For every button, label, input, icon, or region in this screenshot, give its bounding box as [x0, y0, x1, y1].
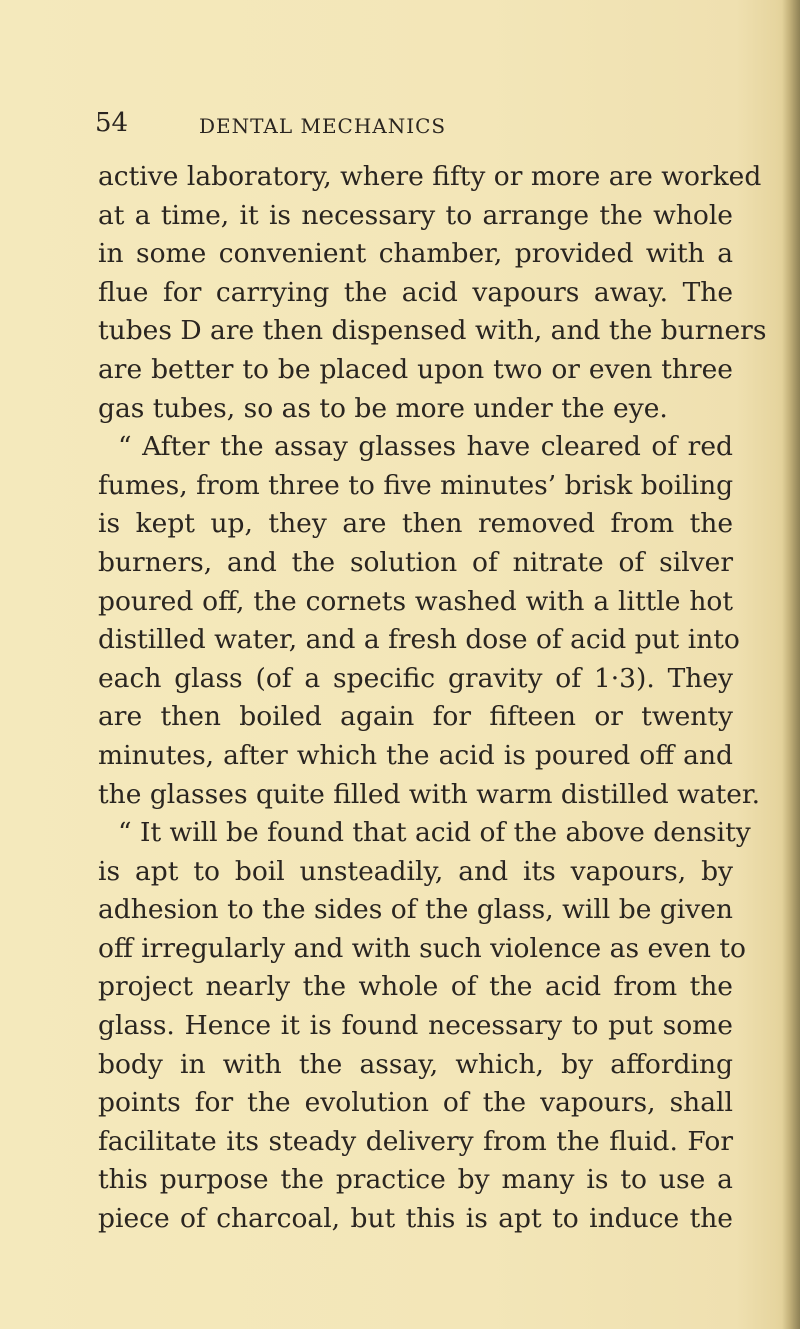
text-line: in some convenient chamber, provided with a	[98, 238, 733, 270]
text-line: the glasses quite filled with warm distilled water.	[98, 778, 761, 810]
text-line: burners, and the solution of nitrate of silver	[98, 546, 733, 578]
text-line: flue for carrying the acid vapours away. The	[98, 276, 733, 308]
body-text	[98, 158, 767, 1239]
text-line: fumes, from three to five minutes’ brisk boiling	[98, 469, 734, 501]
page-header	[95, 106, 735, 146]
text-line: gas tubes, so as to be more under the eye.	[98, 392, 668, 424]
text-line: glass. Hence it is found necessary to put some	[98, 1010, 733, 1042]
text-line: this purpose the practice by many is to use a	[98, 1164, 733, 1196]
running-head: DENTAL MECHANICS	[199, 114, 447, 138]
text-line: tubes D are then dispensed with, and the burners	[98, 315, 767, 347]
text-line: are then boiled again for fifteen or twenty	[98, 701, 733, 733]
text-line: poured off, the cornets washed with a little hot	[98, 585, 733, 617]
text-line: facilitate its steady delivery from the fluid. For	[98, 1125, 733, 1157]
text-line: “ It will be found that acid of the above density	[118, 817, 751, 849]
text-line: is kept up, they are then removed from the	[98, 508, 733, 540]
page-number: 54	[95, 108, 129, 138]
text-line: distilled water, and a fresh dose of acid put into	[98, 624, 740, 656]
text-line: “ After the assay glasses have cleared of red	[118, 431, 733, 463]
text-line: at a time, it is necessary to arrange the whole	[98, 199, 733, 231]
text-line: active laboratory, where fifty or more are worked	[98, 161, 762, 192]
text-line: project nearly the whole of the acid from the	[98, 971, 733, 1003]
text-line: each glass (of a specific gravity of 1·3). They	[98, 662, 733, 694]
text-line: minutes, after which the acid is poured off and	[98, 739, 733, 771]
text-line: is apt to boil unsteadily, and its vapours, by	[98, 855, 733, 887]
text-line: off irregularly and with such violence as even to	[98, 932, 746, 964]
text-line: adhesion to the sides of the glass, will be given	[98, 894, 733, 926]
text-line: body in with the assay, which, by affording	[98, 1048, 733, 1080]
text-line: piece of charcoal, but this is apt to induce the	[98, 1203, 733, 1235]
text-line: points for the evolution of the vapours, shall	[98, 1087, 733, 1119]
page-edge-shadow	[782, 0, 800, 1329]
text-line: are better to be placed upon two or even three	[98, 353, 733, 385]
